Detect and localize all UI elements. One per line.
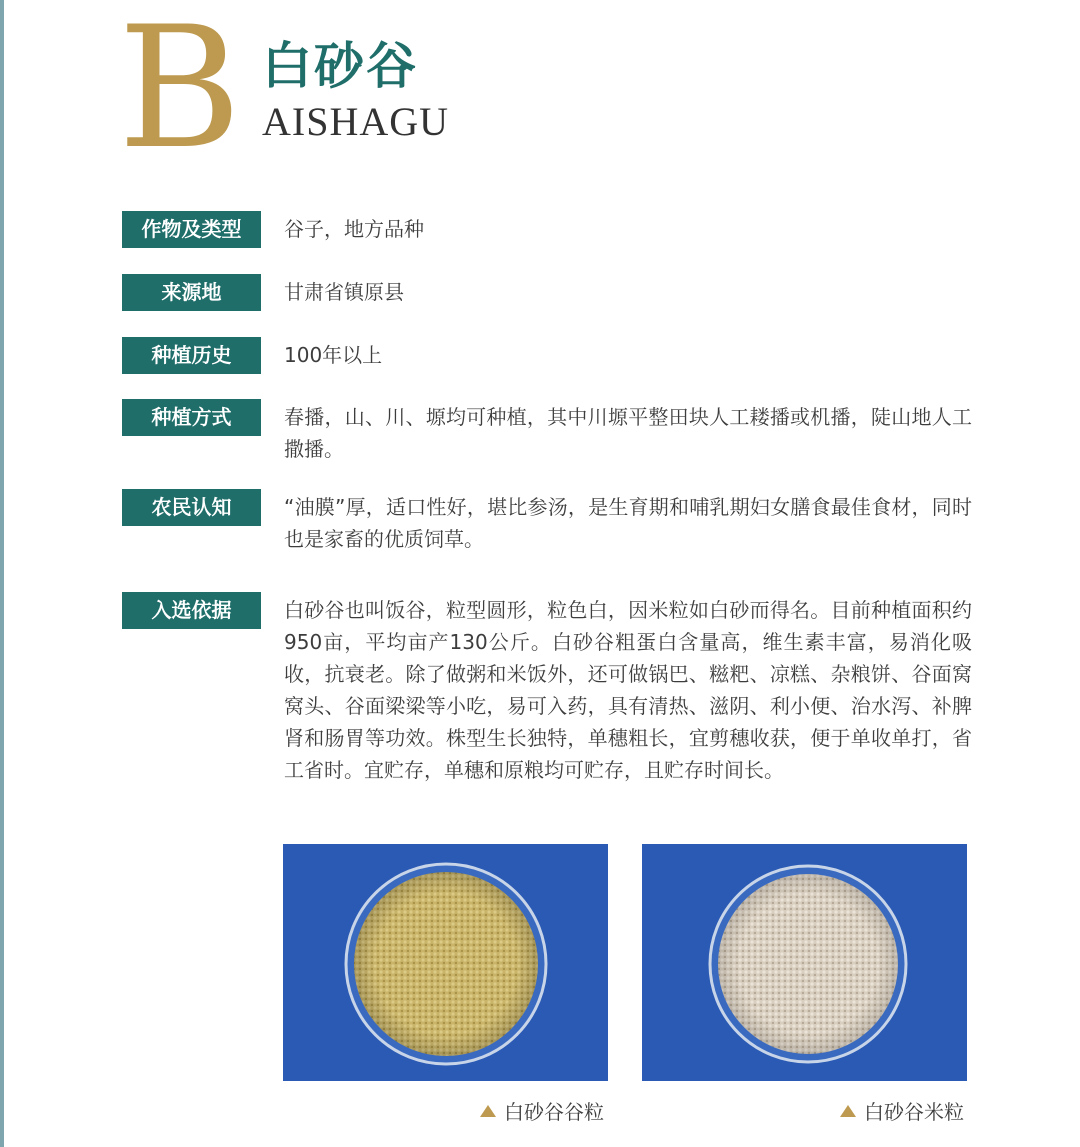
triangle-icon [480,1105,496,1117]
row-value: 白砂谷也叫饭谷，粒型圆形，粒色白，因米粒如白砂而得名。目前种植面积约950亩，平均亩产130公斤。白砂谷粗蛋白含量高，维生素丰富，易消化吸收，抗衰老。除了做粥和米饭外，还可做锅巴、糍粑、凉糕、杂粮饼、谷面窝窝头、谷面梁梁等小吃，易可入药，具有清热、滋阴、利小便、治水泻、补脾肾和肠胃等功效。株型生长独特，单穗粗长，宜剪穗收获，便于单收单打，省工省时。宜贮存，单穗和原粮均可贮存，且贮存时间长。 [284,598,972,782]
section-letter: B [118,0,242,186]
left-edge-rule [0,0,4,1147]
row-label: 种植历史 [122,337,261,374]
caption-text: 白砂谷米粒 [864,1100,964,1124]
caption-text: 白砂谷谷粒 [504,1100,604,1124]
photo-caption-rice [840,1098,964,1126]
row-label: 种植方式 [122,399,261,436]
row-value: “油膜”厚，适口性好，堪比参汤，是生育期和哺乳期妇女膳食最佳食材，同时也是家畜的优质饲草。 [284,495,972,551]
page-title: 白砂谷 [262,37,418,95]
photo-caption-grain [480,1098,604,1126]
row-label: 作物及类型 [122,211,261,248]
triangle-icon [840,1105,856,1117]
row-value: 甘肃省镇原县 [284,280,404,304]
row-value: 春播，山、川、塬均可种植，其中川塬平整田块人工耧播或机播，陡山地人工撒播。 [284,405,972,461]
photo-rice-dish [642,844,967,1081]
row-value: 谷子，地方品种 [284,217,424,241]
row-label: 农民认知 [122,489,261,526]
photo-grain-dish [283,844,608,1081]
row-value: 100年以上 [284,343,383,367]
row-label: 入选依据 [122,592,261,629]
rice-dish-image [642,844,967,1081]
grain-dish-image [283,844,608,1081]
row-label: 来源地 [122,274,261,311]
page-subtitle: AISHAGU [262,99,449,144]
